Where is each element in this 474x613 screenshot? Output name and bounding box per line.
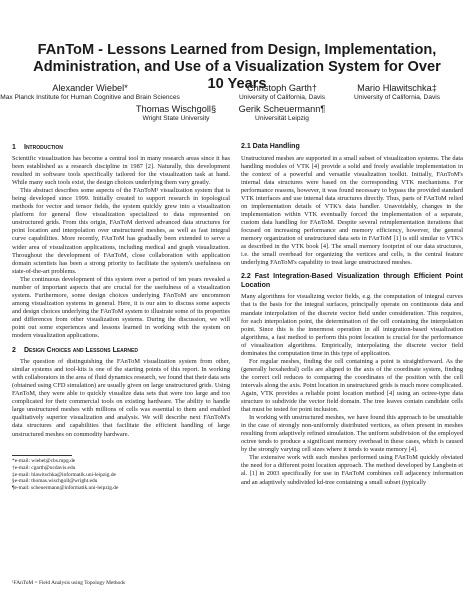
author-name: Gerik Scheuermann¶ bbox=[238, 104, 326, 114]
section-number: 2 bbox=[12, 347, 16, 355]
footnote-rule bbox=[12, 455, 72, 456]
author-affiliation: University of California, Davis bbox=[238, 94, 326, 101]
data-handling-paragraph: Unstructured meshes are supported in a small subset of visualization systems. The data handling modules of VTK [4] provide a solid and freely available implementation in the context of a powerful and versatile visualization toolkit. Initially, FAnToM's internal data structures were based on the corresponding VTK mechanisms. For performance reasons, however, it was found necessary to bypass the provided standard VTK interfaces and use internal data structures directly. Thus, parts of FAnToM relied on implementation details of VTK's data handler. Unavoidably, changes in the implementation within VTK eventually forced the implementation of a separate, custom data handling for FAnToM. Despite several reimplementation iterations that focused on increasing performance and memory efficiency, however, the general memory organization of unstructured data sets in FAnToM [1] is still similar to VTK's as described in the VTK book [4]. The small memory footprint of our data structures, i.e. the small overhead for organizing the vertices and cells, is the central feature underlying FAnToM's capability to treat large unstructured meshes. bbox=[241, 154, 463, 267]
author-affiliation: Universität Leipzig bbox=[255, 115, 309, 122]
section-title: Introduction bbox=[24, 144, 63, 151]
paper-title: FAnToM - Lessons Learned from Design, Implementation, Administration, and Use of a Visualization System for Over 10 Years bbox=[33, 42, 441, 92]
subsection-heading-integration: 2.2 Fast Integration-Based Visualization through Efficient Point Location bbox=[241, 273, 463, 289]
author-affiliation: University of California, Davis bbox=[353, 94, 441, 101]
author-affiliation: Wright State University bbox=[142, 115, 210, 122]
integration-paragraph-3: In working with unstructured meshes, we have found this approach to be unsuitable in the case of strongly non-uniformly distributed vertices, as often present in meshes resulting from adaptively refined simulation. The uniform subdivision of the employed octree tends to produce a significant memory overhead in these cases, which is caused by the strongly varying cell sizes where it tends to waste memory [4]. bbox=[241, 414, 463, 454]
subsection-heading-data-handling: 2.1 Data Handling bbox=[241, 143, 300, 150]
footnote-fantom: ¹FAnToM = Field Analysis using Topology Methods bbox=[12, 580, 126, 586]
author-affiliation: Max Planck Institute for Human Cognitive and Brain Sciences bbox=[0, 94, 180, 101]
author-name: Christoph Garth† bbox=[247, 83, 317, 93]
footnote-email: *e-mail: wiebel@cbs.mpg.de bbox=[12, 458, 76, 464]
integration-paragraph-1: Many algorithms for visualizing vector fields, e.g. the computation of integral curves that is the basis for the integral surfaces, principally operate on continuous data and mandate interpolation of the discrete vector field under consideration. This requires, for each interpolation point, the determination of the cell containing the interpolation point. Since this is the innermost operation in all integration-based visualization algorithms, a fast method to perform this point location is crucial for the performance of visualization algorithms. Empirically, interpolating the discrete vector field dominates the computation time in this type of application. bbox=[241, 293, 463, 357]
section-heading-introduction bbox=[12, 143, 230, 152]
author-block-2 bbox=[239, 83, 325, 102]
footnote-email: ¶e-mail: scheuermann@informatik.uni-leipzig.de bbox=[12, 485, 119, 492]
intro-paragraph-3: The continuous development of this system over a period of ten years revealed a number of important aspects that are crucial for the usefulness of a visualization system. Furthermore, some design choices underlying FAnToM are uncommon among visualization systems in general. Here, it is our aim to discuss some aspects and design choices underlying the FAnToM system to illustrate some of its properties and differences from other visualization systems. During the discussion, we will point out some experiences and lessons learned in working with the system on modern visualization applications. bbox=[12, 275, 230, 340]
footnote-email: †e-mail: cgarth@ucdavis.edu bbox=[12, 464, 76, 471]
author-name: Mario Hlawitschka‡ bbox=[357, 83, 437, 93]
footnote-email: §e-mail: thomas.wischgoll@wright.edu bbox=[12, 478, 98, 485]
author-block-3 bbox=[354, 83, 440, 102]
right-column bbox=[241, 143, 463, 487]
author-name: Alexander Wiebel* bbox=[52, 83, 128, 93]
left-column bbox=[12, 143, 230, 439]
integration-paragraph-4: The extensive work with such meshes performed using FAnToM quickly obviated the need for a different point location approach. The method developed by Langbein et al. [1] in 2003 specifically for use in FAnToM combines cell adjacency information and an adaptively subdivided kd-tree containing a small subset (typically bbox=[241, 454, 463, 486]
section-number: 1 bbox=[12, 144, 16, 151]
integration-paragraph-2: For regular meshes, finding the cell containing a point is straightforward. As the (generally hexahedral) cells are aligned to the axis of the coordinate system, finding the correct cell reduces to comparing the coordinates of the position with the cell intervals along the axis. Point location in unstructured grids is much more complicated. Again, VTK provides a reliable point location method [4] using an octree-type data structure to subdivide the vector field domain. The tree leaves contain candidate cells that must be tested for point inclusion. bbox=[241, 357, 463, 414]
design-paragraph-1: The question of distinguishing the FAnToM visualization system from other, similar systems and tool-kits is one of the starting points of this report. In working with collaborators in the area of fluid dynamics research, we found that their data sets (obtained using CFD simulation) are usually given on large unstructured grids. Using FAnToM, they were able to quickly visualize data sets that were too large and too complicated for their commercial tools on existing hardware. The ability to handle large unstructured meshes with millions of cells was essential to them and enabled qualitatively superior visualization and analysis. We will describe next FAnToM's data structures and capabilities that facilitate the efficient handling of large unstructured meshes on commodity hardware. bbox=[12, 358, 230, 438]
footnotes bbox=[12, 458, 228, 492]
footnote-email: ‡e-mail: hlawitschka@informatik.uni-leipzig.de bbox=[12, 471, 116, 478]
intro-paragraph-1: Scientific visualization has become a central tool in many research areas since it has been established as a research discipline in 1987 [2]. Naturally, this development resulted in software tools specifically tailored for the visualization task at hand. While many such tools exist, the design choices underlying them vary greatly. bbox=[12, 155, 230, 187]
author-block-1 bbox=[0, 83, 180, 102]
author-block-4 bbox=[136, 104, 216, 123]
author-name: Thomas Wischgoll§ bbox=[135, 104, 217, 114]
section-title: Design Choices and Lessons Learned bbox=[24, 347, 138, 355]
author-block-5 bbox=[239, 104, 326, 123]
intro-paragraph-2: This abstract describes some aspects of the FAnToM¹ visualization system that is being developed since 1999. Initially created to support research in topological methods for vector and tensor fields, the system quickly grew into a visualization platform for general flow visualization specialized to data represented on unstructured grids. From this origin, FAnToM derived advanced data structures for point location and interpolation over unstructured meshes, as well as fast integral curve capabilities. More recently, FAnToM has gradually been extended to serve a wider area of visualization applications, including medical and graph visualization. Throughout the development of FAnToM, close collaboration with application domain scientists has been a strong priority to facilitate the system's usefulness on state-of-the-art problems. bbox=[12, 187, 230, 275]
section-heading-design bbox=[12, 346, 230, 355]
